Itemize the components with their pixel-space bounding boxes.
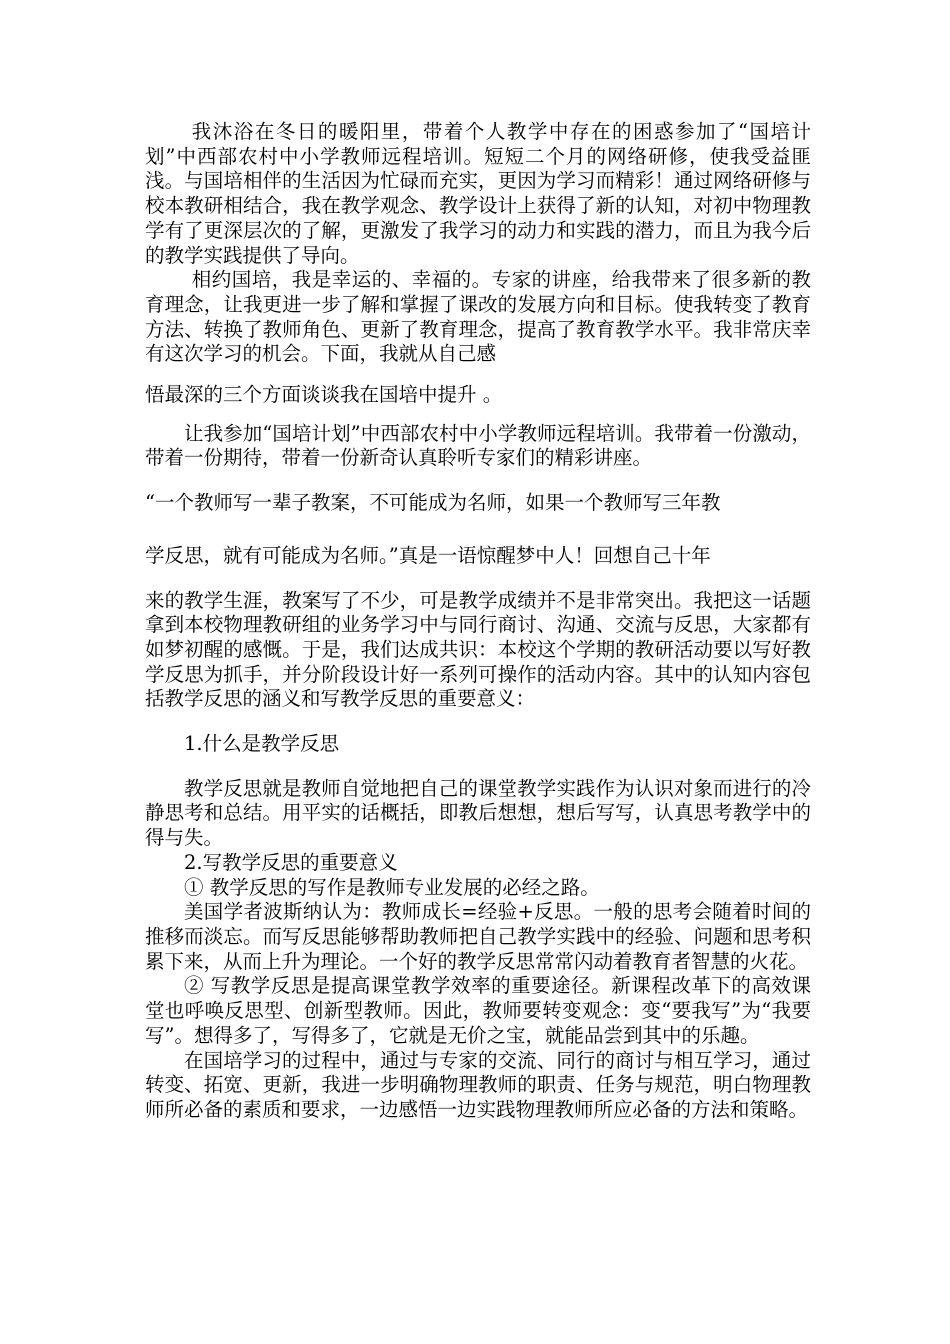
paragraph-participation: 让我参加“国培计划”中西部农村中小学教师远程培训。我带着一份激动，带着一份期待，带着一份新奇认真聆听专家们的精彩讲座。: [145, 421, 811, 470]
document-body: [145, 120, 811, 1123]
paragraph-quote-line-2: 学反思，就有可能成为名师。”真是一语惊醒梦中人！回想自己十年: [145, 543, 711, 567]
paragraph-conclusion: 在国培学习的过程中，通过与专家的交流、同行的商讨与相互学习，通过转变、拓宽、更新，我进一步明确物理教师的职责、任务与规范，明白物理教师所必备的素质和要求，一边感悟一边实践物理教师所应必备的方法和策略。: [145, 1048, 811, 1121]
paragraph-point-2: ② 写教学反思是提高课堂教学效率的重要途径。新课程改革下的高效课堂也呼唤反思型、创新型教师。因此，教师要转变观念：变“要我写”为“我要写”。想得多了，写得多了，它就是无价之宝，就能品尝到其中的乐趣。: [145, 974, 811, 1047]
paragraph-point-1: ① 教学反思的写作是教师专业发展的必经之路。: [184, 875, 600, 899]
heading-what-is-reflection: 1.什么是教学反思: [184, 732, 340, 756]
paragraph-reflection-definition: 教学反思就是教师自觉地把自己的课堂教学实践作为认识对象而进行的冷静思考和总结。用平实的话概括，即教后想想，想后写写，认真思考教学中的得与失。: [145, 776, 811, 850]
paragraph-guopei: 相约国培，我是幸运的、幸福的。专家的讲座，给我带来了很多新的教育理念，让我更进一步了解和掌握了课改的发展方向和目标。使我转变了教育方法、转换了教师角色、更新了教育理念，提高了教育教学水平。我非常庆幸有这次学习的机会。下面，我就从自己感: [145, 268, 811, 366]
heading-importance: 2.写教学反思的重要意义: [184, 850, 398, 874]
paragraph-quote-line-1: “一个教师写一辈子教案，不可能成为名师，如果一个教师写三年教: [145, 491, 721, 515]
paragraph-intro: 我沐浴在冬日的暖阳里，带着个人教学中存在的困惑参加了“国培计划”中西部农村中小学教师远程培训。短短二个月的网络研修，使我受益匪浅。与国培相伴的生活因为忙碌而充实，更因为学习而精彩！通过网络研修与校本教研相结合，我在教学观念、教学设计上获得了新的认知，对初中物理教学有了更深层次的了解，更激发了我学习的动力和实践的潜力，而且为我今后的教学实践提供了导向。: [145, 120, 811, 267]
paragraph-three-aspects: 悟最深的三个方面谈谈我在国培中提升 。: [145, 383, 503, 407]
paragraph-posner: 美国学者波斯纳认为：教师成长=经验+反思。一般的思考会随着时间的推移而淡忘。而写反思能够帮助教师把自己教学实践中的经验、问题和思考积累下来，从而上升为理论。一个好的教学反思常常闪动着教育者智慧的火花。: [145, 900, 811, 973]
paragraph-career: 来的教学生涯，教案写了不少，可是教学成绩并不是非常突出。我把这一话题拿到本校物理教研组的业务学习中与同行商讨、沟通、交流与反思，大家都有如梦初醒的感慨。于是，我们达成共识：本校这个学期的教研活动要以写好教学反思为抓手，并分阶段设计好一系列可操作的活动内容。其中的认知内容包括教学反思的涵义和写教学反思的重要意义：: [145, 588, 811, 711]
